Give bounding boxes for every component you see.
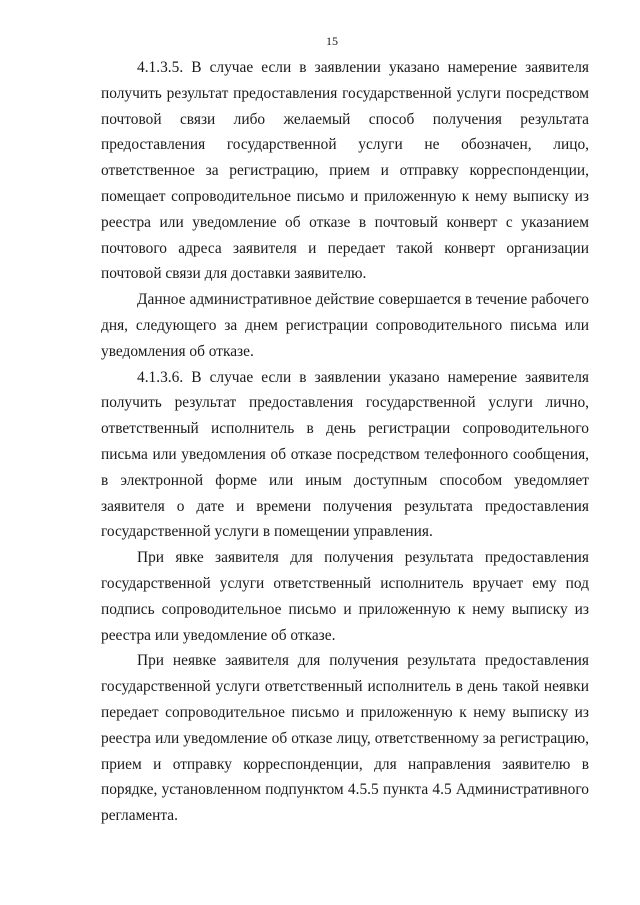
paragraph-attendance: При явке заявителя для получения результата предоставления государственной услуги ответственный исполнитель вручает ему под подпись сопроводительное письмо и приложенную к нему выписку из реестра или уведомление об отказе. [101, 549, 589, 644]
paragraph-non-attendance: При неявке заявителя для получения результата предоставления государственной услуги ответственный исполнитель в день такой неявки передает сопроводительное письмо и приложенную к нему выписку из реестра или уведомление об отказе лицу, ответственному за регистрацию, прием и отправку корреспонденции, для направления заявителю в порядке, установленном подпунктом 4.5.5 пункта 4.5 Административного регламента. [101, 652, 589, 825]
page-number: 15 [326, 34, 338, 48]
paragraph-4-1-3-6: 4.1.3.6. В случае если в заявлении указано намерение заявителя получить результат предоставления государственной услуги лично, ответственный исполнитель в день регистрации сопроводительного письма или уведомления об отказе посредством телефонного сообщения, в электронной форме или иным доступным способом уведомляет заявителя о дате и времени получения результата предоставления государственной услуги в помещении управления. [101, 368, 589, 541]
paragraph-4-1-3-5: 4.1.3.5. В случае если в заявлении указано намерение заявителя получить результат предоставления государственной услуги посредством почтовой связи либо желаемый способ получения результата предоставления государственной услуги не обозначен, лицо, ответственное за регистрацию, прием и отправку корреспонденции, помещает сопроводительное письмо и приложенную к нему выписку из реестра или уведомление об отказе в почтовый конверт с указанием почтового адреса заявителя и передает такой конверт организации почтовой связи для доставки заявителю. [101, 59, 589, 283]
paragraph-deadline: Данное административное действие совершается в течение рабочего дня, следующего за днем регистрации сопроводительного письма или уведомления об отказе. [101, 291, 589, 360]
body-text [101, 55, 589, 829]
